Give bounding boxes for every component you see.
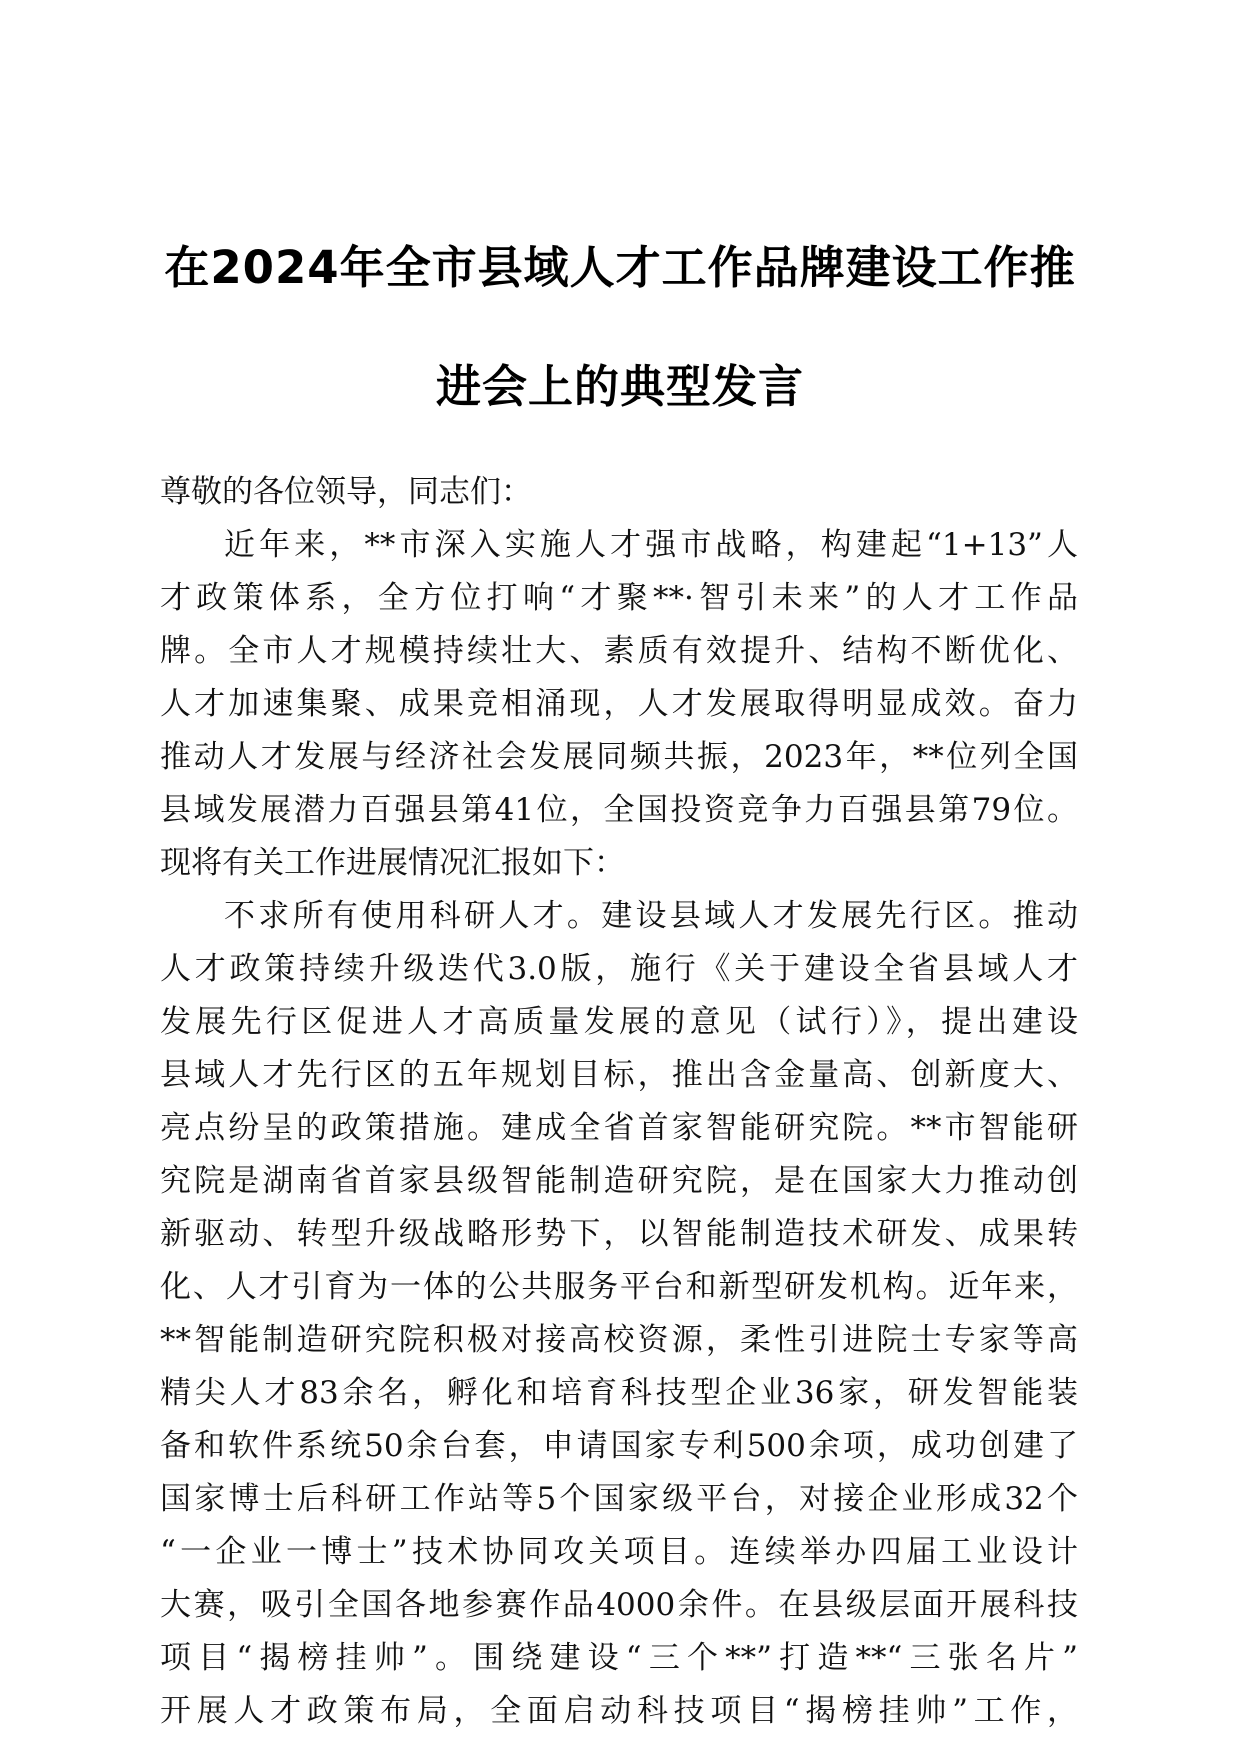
paragraph-line: “一企业一博士”技术协同攻关项目。连续举办四届工业设计 xyxy=(160,1534,1078,1570)
paragraph-line: 项目“揭榜挂帅”。围绕建设“三个**”打造**“三张名片” xyxy=(160,1640,1078,1676)
paragraph-line: 推动人才发展与经济社会发展同频共振，2023年，**位列全国 xyxy=(160,739,1078,775)
salutation: 尊敬的各位领导，同志们： xyxy=(160,474,532,510)
paragraph-line: 牌。全市人才规模持续壮大、素质有效提升、结构不断优化、 xyxy=(160,633,1078,669)
paragraph-line: **智能制造研究院积极对接高校资源，柔性引进院士专家等高 xyxy=(160,1322,1078,1358)
paragraph-line: 人才加速集聚、成果竞相涌现，人才发展取得明显成效。奋力 xyxy=(160,686,1078,722)
paragraph-line: 近年来，**市深入实施人才强市战略，构建起“1+13”人 xyxy=(224,527,1078,563)
paragraph-line: 备和软件系统50余台套，申请国家专利500余项，成功创建了 xyxy=(160,1428,1078,1464)
paragraph-line: 精尖人才83余名，孵化和培育科技型企业36家，研发智能装 xyxy=(160,1375,1078,1411)
paragraph-line: 开展人才政策布局，全面启动科技项目“揭榜挂帅”工作， xyxy=(160,1693,1078,1729)
paragraph-line: 县域人才先行区的五年规划目标，推出含金量高、创新度大、 xyxy=(160,1057,1078,1093)
paragraph-line: 人才政策持续升级迭代3.0版，施行《关于建设全省县域人才 xyxy=(160,951,1078,987)
paragraph-line: 国家博士后科研工作站等5个国家级平台，对接企业形成32个 xyxy=(160,1481,1078,1517)
paragraph-line: 亮点纷呈的政策措施。建成全省首家智能研究院。**市智能研 xyxy=(160,1110,1078,1146)
paragraph-line: 究院是湖南省首家县级智能制造研究院，是在国家大力推动创 xyxy=(160,1163,1078,1199)
paragraph-line: 大赛，吸引全国各地参赛作品4000余件。在县级层面开展科技 xyxy=(160,1587,1078,1623)
paragraph-line: 才政策体系，全方位打响“才聚**·智引未来”的人才工作品 xyxy=(160,580,1078,616)
paragraph-line: 发展先行区促进人才高质量发展的意见（试行）》，提出建设 xyxy=(160,1004,1078,1040)
paragraph-line: 新驱动、转型升级战略形势下，以智能制造技术研发、成果转 xyxy=(160,1216,1078,1252)
paragraph-line: 现将有关工作进展情况汇报如下： xyxy=(160,845,625,881)
document-title-line-1: 在2024年全市县域人才工作品牌建设工作推 xyxy=(164,241,1076,294)
paragraph-line: 化、人才引育为一体的公共服务平台和新型研发机构。近年来， xyxy=(160,1269,1078,1305)
paragraph-line: 县域发展潜力百强县第41位，全国投资竞争力百强县第79位。 xyxy=(160,792,1078,828)
paragraph-line: 不求所有使用科研人才。建设县域人才发展先行区。推动 xyxy=(224,898,1078,934)
document-title-line-2: 进会上的典型发言 xyxy=(435,360,804,413)
